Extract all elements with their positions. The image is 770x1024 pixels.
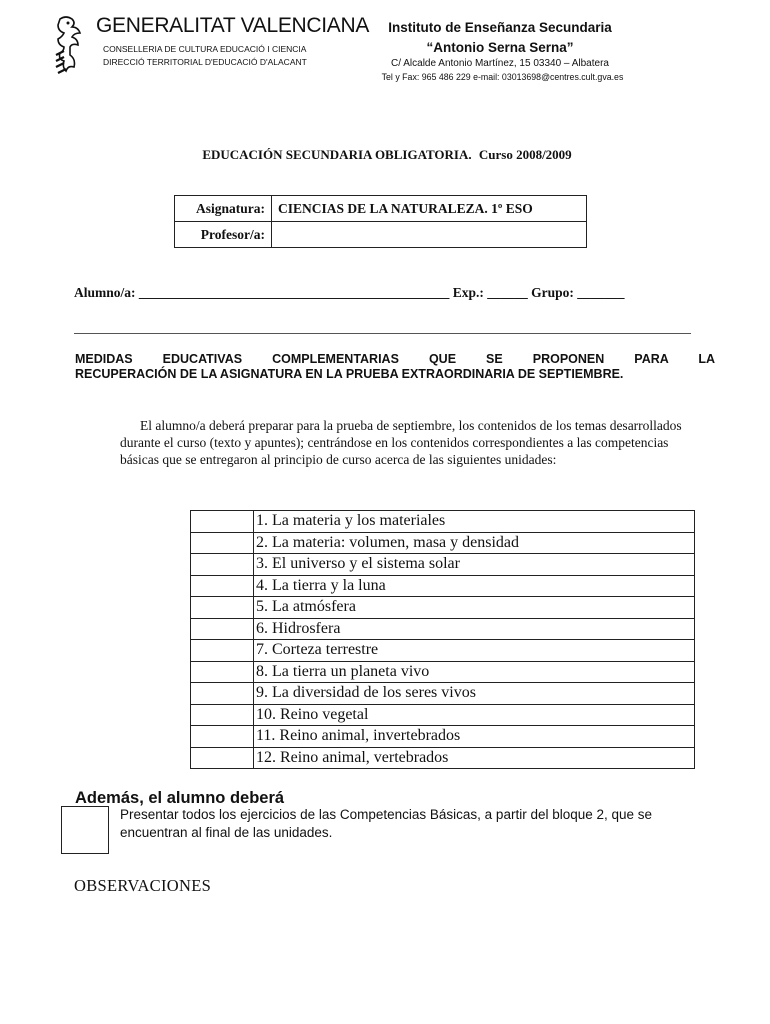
unit-name: 5. La atmósfera [254,597,695,619]
units-table [190,510,695,769]
extra-text: Presentar todos los ejercicios de las Competencias Básicas, a partir del bloque 2, que se encuentran al final de las unidades. [120,807,653,840]
horizontal-divider [74,333,691,334]
unit-name: 1. La materia y los materiales [254,511,695,533]
measures-line-1: MEDIDAS EDUCATIVAS COMPLEMENTARIAS QUE SE PROPONEN PARA LA [75,352,715,366]
school-type: Instituto de Enseñanza Secundaria [388,20,612,35]
generalitat-griffin-logo-icon [52,15,82,75]
subject-value: CIENCIAS DE LA NATURALEZA. 1º ESO [272,196,587,222]
unit-checkbox-cell[interactable] [191,575,254,597]
measures-heading [75,352,715,382]
unit-name: 12. Reino animal, vertebrados [254,747,695,769]
unit-checkbox-cell[interactable] [191,618,254,640]
observations-label: OBSERVACIONES [74,876,212,895]
unit-row [191,597,695,619]
unit-name: 10. Reino vegetal [254,704,695,726]
subject-row [175,196,587,222]
unit-checkbox-cell[interactable] [191,747,254,769]
unit-name: 2. La materia: volumen, masa y densidad [254,532,695,554]
school-name: “Antonio Serna Serna” [426,40,574,55]
unit-row [191,683,695,705]
unit-row [191,554,695,576]
teacher-label: Profesor/a: [175,222,272,248]
unit-name: 3. El universo y el sistema solar [254,554,695,576]
unit-row [191,704,695,726]
subject-label: Asignatura: [175,196,272,222]
measures-line-2: RECUPERACIÓN DE LA ASIGNATURA EN LA PRUEBA EXTRAORDINARIA DE SEPTIEMBRE. [75,367,624,381]
unit-checkbox-cell[interactable] [191,640,254,662]
unit-row [191,726,695,748]
extra-title: Además, el alumno deberá [75,789,285,807]
intro-paragraph: El alumno/a deberá preparar para la prueba de septiembre, los contenidos de los temas desarrollados durante el curso (texto y apuntes); centrándose en los contenidos correspondientes a las competencias básicas que se entregaron al principio de curso acerca de las siguientes unidades: [120,418,682,467]
subject-table [174,195,587,248]
unit-name: 9. La diversidad de los seres vivos [254,683,695,705]
course-year: Curso 2008/2009 [478,147,572,162]
conselleria-line: CONSELLERIA DE CULTURA EDUCACIÓ I CIENCIA [103,44,307,54]
unit-checkbox-cell[interactable] [191,704,254,726]
document-heading [0,147,770,163]
school-contact: Tel y Fax: 965 486 229 e-mail: 03013698@centres.cult.gva.es [381,72,624,82]
unit-row [191,532,695,554]
generalitat-title: GENERALITAT VALENCIANA [96,14,370,37]
unit-name: 6. Hidrosfera [254,618,695,640]
unit-row [191,640,695,662]
extra-checkbox[interactable] [61,806,109,854]
unit-row [191,575,695,597]
unit-row [191,511,695,533]
unit-row [191,661,695,683]
student-info-line[interactable]: Alumno/a: ______________________________________________ Exp.: ______ Grupo: _______ [74,285,625,300]
unit-checkbox-cell[interactable] [191,683,254,705]
unit-name: 4. La tierra y la luna [254,575,695,597]
teacher-row [175,222,587,248]
unit-checkbox-cell[interactable] [191,726,254,748]
direccio-territorial-line: DIRECCIÓ TERRITORIAL D'EDUCACIÓ D'ALACANT [103,57,307,67]
unit-checkbox-cell[interactable] [191,661,254,683]
unit-row [191,747,695,769]
unit-name: 8. La tierra un planeta vivo [254,661,695,683]
unit-name: 11. Reino animal, invertebrados [254,726,695,748]
school-address: C/ Alcalde Antonio Martínez, 15 03340 – Albatera [391,58,609,69]
unit-checkbox-cell[interactable] [191,532,254,554]
teacher-field[interactable] [272,222,587,248]
unit-checkbox-cell[interactable] [191,597,254,619]
unit-checkbox-cell[interactable] [191,511,254,533]
program-name: EDUCACIÓN SECUNDARIA OBLIGATORIA. [202,147,472,162]
unit-name: 7. Corteza terrestre [254,640,695,662]
unit-row [191,618,695,640]
unit-checkbox-cell[interactable] [191,554,254,576]
